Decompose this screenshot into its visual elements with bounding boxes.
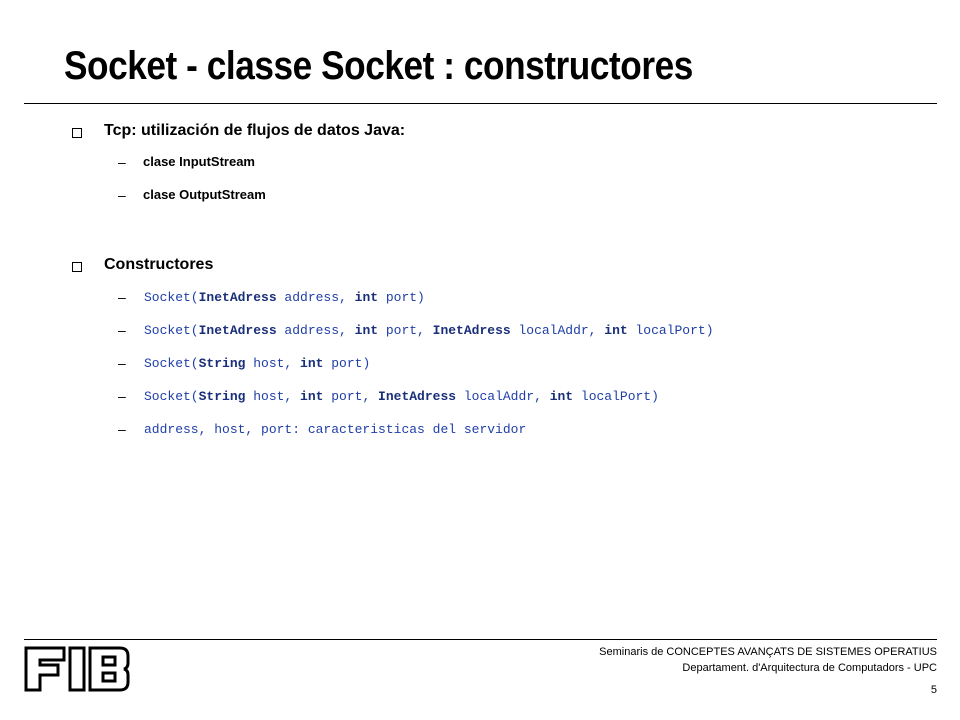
page-number: 5 bbox=[930, 684, 937, 696]
sub-item-outputstream: clase OutputStream bbox=[143, 187, 266, 202]
bullet-heading-constructores: Constructores bbox=[104, 256, 214, 273]
footer-department: Departament. d'Arquitectura de Computadors - UPC bbox=[682, 662, 937, 674]
dash-marker: – bbox=[118, 289, 126, 305]
dash-marker: – bbox=[118, 388, 126, 404]
constructor-signature: Socket(String host, int port) bbox=[144, 356, 371, 371]
dash-marker: – bbox=[118, 187, 126, 203]
fib-logo bbox=[24, 646, 132, 697]
title-divider bbox=[24, 103, 937, 104]
dash-marker: – bbox=[118, 355, 126, 371]
dash-marker: – bbox=[118, 154, 126, 170]
constructor-signature: Socket(InetAdress address, int port) bbox=[144, 290, 425, 305]
constructor-signature: Socket(String host, int port, InetAdress localAddr, int localPort) bbox=[144, 389, 659, 404]
slide-title: Socket - classe Socket : constructores bbox=[64, 44, 693, 88]
fib-logo-icon bbox=[24, 646, 132, 692]
dash-marker: – bbox=[118, 322, 126, 338]
constructor-signature: Socket(InetAdress address, int port, InetAdress localAddr, int localPort) bbox=[144, 323, 714, 338]
square-bullet-icon bbox=[72, 128, 82, 138]
square-bullet-icon bbox=[72, 262, 82, 272]
footer-seminar: Seminaris de CONCEPTES AVANÇATS DE SISTEMES OPERATIUS bbox=[599, 646, 937, 658]
dash-marker: – bbox=[118, 421, 126, 437]
constructor-note: address, host, port: caracteristicas del servidor bbox=[144, 422, 527, 437]
footer-divider bbox=[24, 639, 937, 640]
sub-item-inputstream: clase InputStream bbox=[143, 154, 255, 169]
bullet-heading-tcp: Tcp: utilización de flujos de datos Java: bbox=[104, 122, 406, 139]
